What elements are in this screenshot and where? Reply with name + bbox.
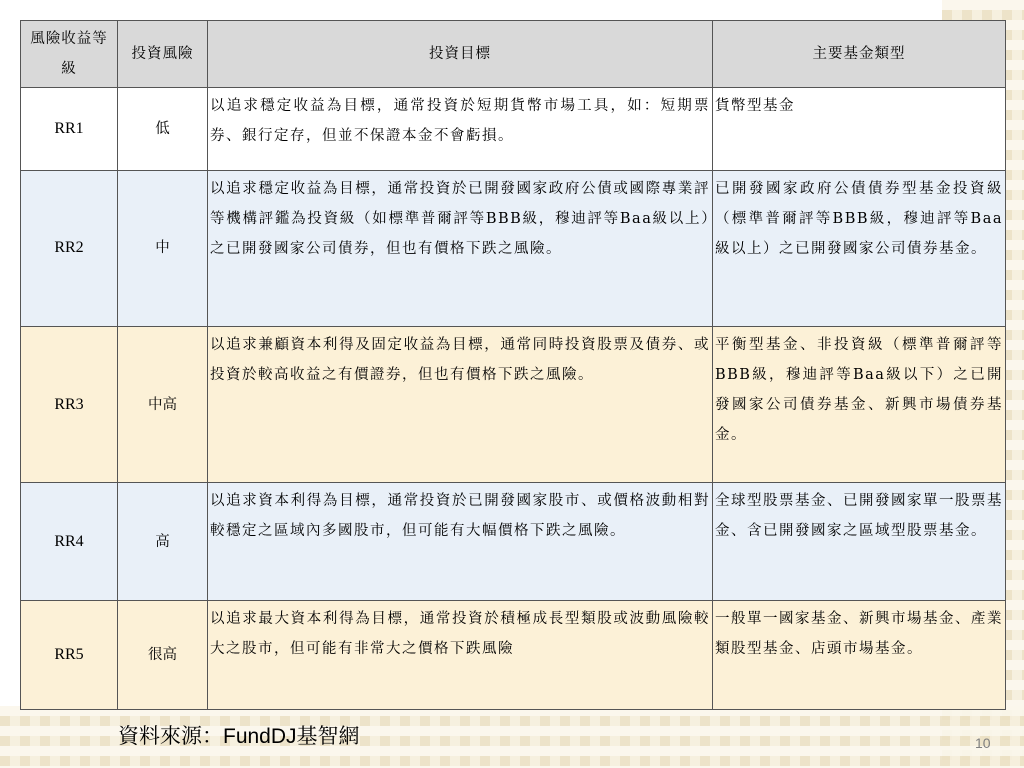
risk-level-cell: RR4 bbox=[21, 483, 118, 601]
table-row bbox=[21, 483, 1006, 601]
fund-types-cell: 已開發國家政府公債債券型基金投資級（標準普爾評等BBB級，穆迪評等Baa級以上）之已開發國家公司債券基金。 bbox=[713, 170, 1006, 326]
risk-cell: 低 bbox=[118, 88, 208, 171]
risk-level-cell: RR3 bbox=[21, 326, 118, 482]
header-investment-risk: 投資風險 bbox=[118, 21, 208, 88]
table-row bbox=[21, 326, 1006, 482]
risk-level-cell: RR1 bbox=[21, 88, 118, 171]
fund-types-cell: 貨幣型基金 bbox=[713, 88, 1006, 171]
risk-level-cell: RR5 bbox=[21, 601, 118, 710]
risk-cell: 很高 bbox=[118, 601, 208, 710]
header-risk-level: 風險收益等級 bbox=[21, 21, 118, 88]
goal-cell: 以追求資本利得為目標，通常投資於已開發國家股市、或價格波動相對較穩定之區域內多國股市，但可能有大幅價格下跌之風險。 bbox=[208, 483, 713, 601]
table-row bbox=[21, 601, 1006, 710]
header-fund-types: 主要基金類型 bbox=[713, 21, 1006, 88]
goal-cell: 以追求兼顧資本利得及固定收益為目標，通常同時投資股票及債券、或投資於較高收益之有價證券，但也有價格下跌之風險。 bbox=[208, 326, 713, 482]
risk-cell: 高 bbox=[118, 483, 208, 601]
goal-cell: 以追求穩定收益為目標，通常投資於短期貨幣市場工具，如：短期票券、銀行定存，但並不保證本金不會虧損。 bbox=[208, 88, 713, 171]
fund-types-cell: 一般單一國家基金、新興市場基金、產業類股型基金、店頭市場基金。 bbox=[713, 601, 1006, 710]
risk-cell: 中 bbox=[118, 170, 208, 326]
fund-types-cell: 平衡型基金、非投資級（標準普爾評等BBB級，穆迪評等Baa級以下）之已開發國家公司債券基金、新興市場債券基金。 bbox=[713, 326, 1006, 482]
goal-cell: 以追求最大資本利得為目標，通常投資於積極成長型類股或波動風險較大之股市，但可能有非常大之價格下跌風險 bbox=[208, 601, 713, 710]
table-row bbox=[21, 88, 1006, 171]
risk-level-cell: RR2 bbox=[21, 170, 118, 326]
fund-types-cell: 全球型股票基金、已開發國家單一股票基金、含已開發國家之區域型股票基金。 bbox=[713, 483, 1006, 601]
page-number: 10 bbox=[975, 735, 991, 751]
goal-cell: 以追求穩定收益為目標，通常投資於已開發國家政府公債或國際專業評等機構評鑑為投資級（如標準普爾評等BBB級，穆迪評等Baa級以上）之已開發國家公司債券，但也有價格下跌之風險。 bbox=[208, 170, 713, 326]
table-header-row bbox=[21, 21, 1006, 88]
table-row bbox=[21, 170, 1006, 326]
source-caption: 資料來源：FundDJ基智網 bbox=[118, 725, 360, 748]
risk-cell: 中高 bbox=[118, 326, 208, 482]
risk-return-table bbox=[20, 20, 1006, 710]
header-investment-goal: 投資目標 bbox=[208, 21, 713, 88]
